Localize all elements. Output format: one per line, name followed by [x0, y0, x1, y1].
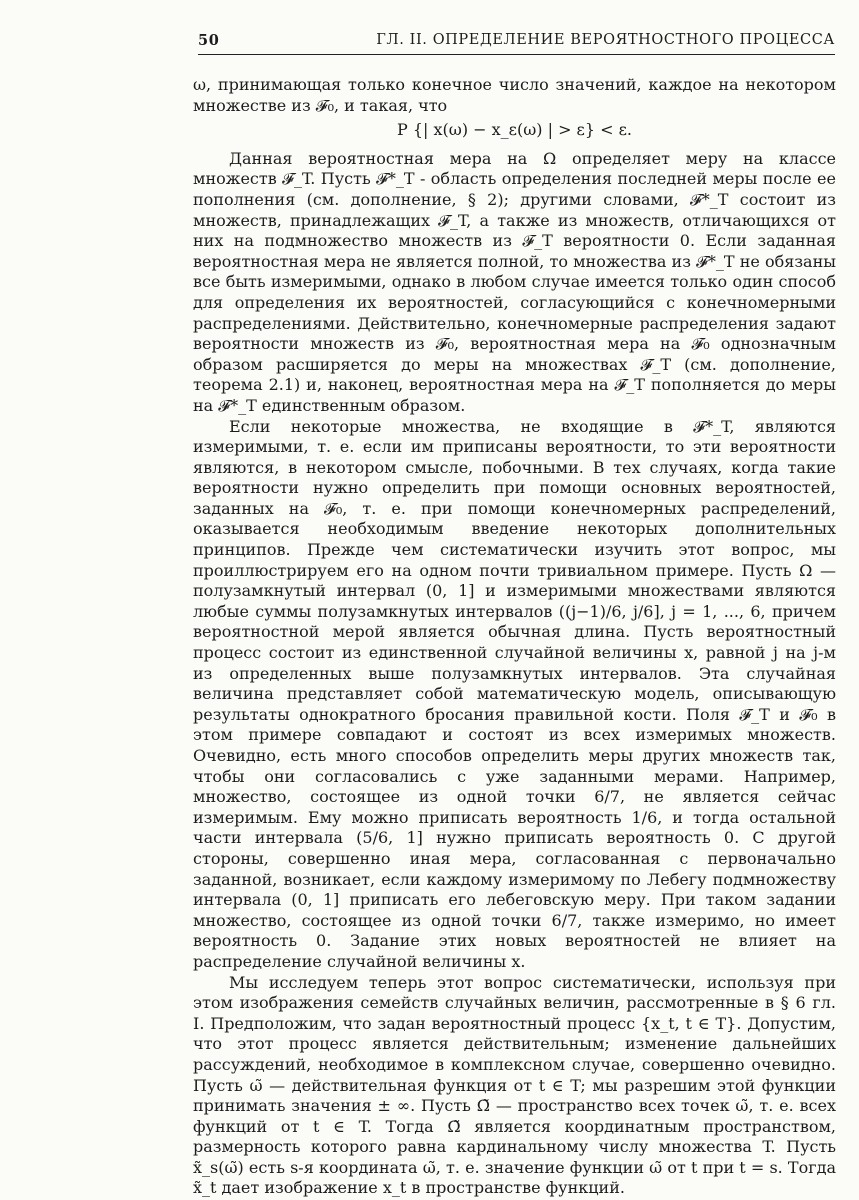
paragraph-probability-measure: Данная вероятностная мера на Ω определяет меру на классе множеств 𝓕_T. Пусть 𝓕*_T - область определения последней меры после ее пополнения (см. дополнение, § 2); другими словами, 𝓕*_T состоит из множеств, принадлежащих 𝓕_T, а также из множеств, отличающихся от них на подмножество множеств из 𝓕_T вероятности 0. Если заданная вероятностная мера не является полной, то множества из 𝓕*_T не обязаны все быть измеримыми, однако в любом случае имеется только один способ для определения их вероятностей, согласующийся с конечномерными распределениями. Действительно, конечномерные распределения задают вероятности множеств из 𝓕₀, вероятностная мера на 𝓕₀ однозначным образом расширяется до меры на множествах 𝓕_T (см. дополнение, теорема 2.1) и, наконец, вероятностная мера на 𝓕_T пополняется до меры на 𝓕*_T единственным образом.: [193, 148, 836, 415]
running-header: [198, 32, 835, 55]
paragraph-function-space: Мы исследуем теперь этот вопрос систематически, используя при этом изображения семейств случайных величин, рассмотренные в § 6 гл. I. Предположим, что задан вероятностный процесс {x_t, t ∈ T}. Допустим, что этот процесс является действительным; изменение дальнейших рассуждений, необходимое в комплексном случае, совершенно очевидно. Пусть ω̃ — действительная функция от t ∈ T; мы разрешим этой функции принимать значения ± ∞. Пусть Ω̃ — пространство всех точек ω̃, т. е. всех функций от t ∈ T. Тогда Ω̃ является координатным пространством, размерность которого равна кардинальному числу множества T. Пусть x̃_s(ω̃) есть s-я координата ω̃, т. е. значение функции ω̃ от t при t = s. Тогда x̃_t дает изображение x_t в пространстве функций.: [193, 972, 836, 1198]
running-title: ГЛ. II. ОПРЕДЕЛЕНИЕ ВЕРОЯТНОСТНОГО ПРОЦЕССА: [376, 32, 835, 48]
page-body: [193, 75, 836, 1199]
page-number: 50: [198, 32, 220, 49]
paragraph-continuation: ω, принимающая только конечное число значений, каждое на некотором множестве из 𝓕₀, и такая, что: [193, 75, 836, 115]
paragraph-die-example: Если некоторые множества, не входящие в 𝓕*_T, являются измеримыми, т. е. если им приписаны вероятности, то эти вероятности являются, в некотором смысле, побочными. В тех случаях, когда такие вероятности нужно определить при помощи основных вероятностей, заданных на 𝓕₀, т. е. при помощи конечномерных распределений, оказывается необходимым введение некоторых дополнительных принципов. Прежде чем систематически изучить этот вопрос, мы проиллюстрируем его на одном почти тривиальном примере. Пусть Ω — полузамкнутый интервал (0, 1] и измеримыми множествами являются любые суммы полузамкнутых интервалов ((j−1)/6, j/6], j = 1, ..., 6, причем вероятностной мерой является обычная длина. Пусть вероятностный процесс состоит из единственной случайной величины x, равной j на j-м из определенных выше полузамкнутых интервалов. Эта случайная величина представляет собой математическую модель, описывающую результаты однократного бросания правильной кости. Поля 𝓕_T и 𝓕₀ в этом примере совпадают и состоят из всех измеримых множеств. Очевидно, есть много способов определить меры других множеств так, чтобы они согласовались с уже заданными мерами. Например, множество, состоящее из одной точки 6/7, не является сейчас измеримым. Ему можно приписать вероятность 1/6, и тогда остальной части интервала (5/6, 1] нужно приписать вероятность 0. С другой стороны, совершенно иная мера, согласованная с первоначально заданной, возникает, если каждому измеримому по Лебегу подмножеству интервала (0, 1] приписать его лебеговскую меру. При таком задании множество, состоящее из одной точки 6/7, также измеримо, но имеет вероятность 0. Задание этих новых вероятностей не влияет на распределение случайной величины x.: [193, 416, 836, 971]
display-formula: P {| x(ω) − x_ε(ω) | > ε} < ε.: [397, 120, 632, 140]
